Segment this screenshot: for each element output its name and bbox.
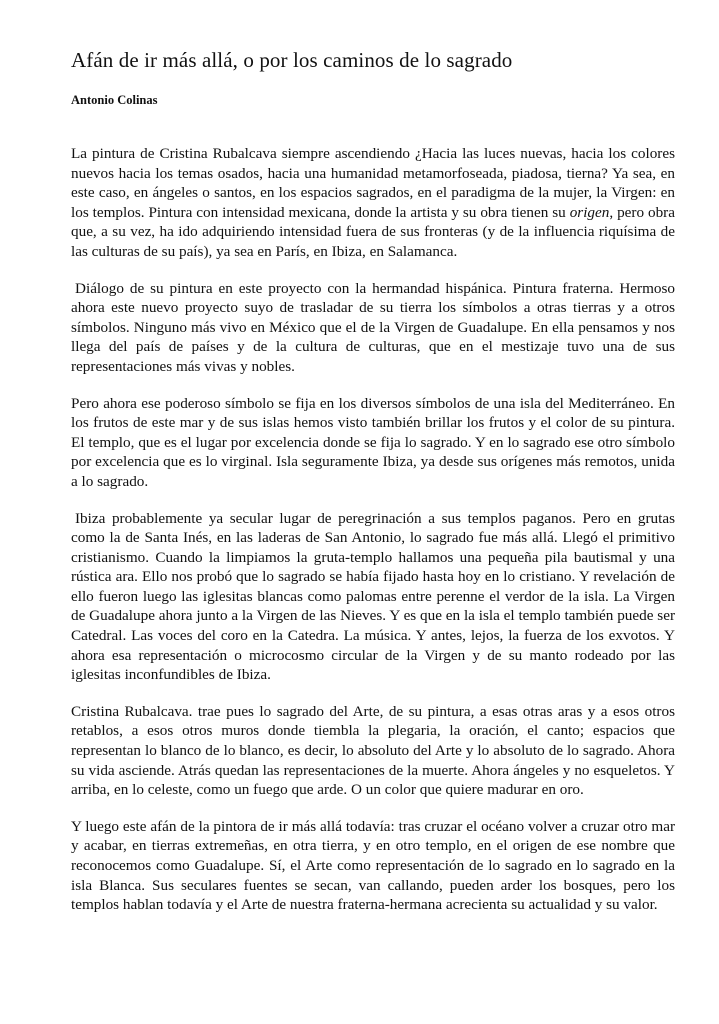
paragraph-1-emphasis: origen [569,203,610,221]
paragraph-4 [71,509,675,685]
paragraph-5 [71,702,675,800]
paragraph-2-text: Diálogo de su pintura en este proyecto con la hermandad hispánica. Pintura fraterna. Hermoso ahora este nuevo proyecto suyo de trasladar de su tierra los símbolos a otras tierras y a otros símbolos. Ninguno más vivo en México que el de la Virgen de Guadalupe. En ella pensamos y nos llega del país de países y de la cultura de culturas, que en el mestizaje tuvo una de sus representaciones más vivas y nobles. [71,279,675,375]
paragraph-6-text: Y luego este afán de la pintora de ir más allá todavía: tras cruzar el océano volver a cruzar otro mar y acabar, en tierras extremeñas, en otra tierra, y en otro templo, en el origen de ese nombre que reconocemos como Guadalupe. Sí, el Arte como representación de lo sagrado en lo sagrado en la isla Blanca. Sus seculares fuentes se secan, van callando, pueden arder los bosques, pero los templos hablan todavía y el Arte de nuestra fraterna-hermana acrecienta su actualidad y su valor. [71,817,675,914]
paragraph-3 [71,394,675,492]
paragraph-1 [71,144,675,262]
paragraph-3-text: Pero ahora ese poderoso símbolo se fija en los diversos símbolos de una isla del Mediterráneo. En los frutos de este mar y de sus islas hemos visto también brillar los frutos y el color de su pintura. El templo, que es el lugar por excelencia donde se fija lo sagrado. Y en lo sagrado ese otro símbolo por excelencia que es lo virginal. Isla seguramente Ibiza, ya desde sus orígenes más remotos, unida a lo sagrado. [71,394,675,490]
author-name: Antonio Colinas [71,93,158,107]
paragraph-5-text: Cristina Rubalcava. trae pues lo sagrado del Arte, de su pintura, a esas otras aras y a esos otros retablos, a esos otros muros donde tiembla la plegaria, la oración, el canto; espacios que representan lo blanco de lo blanco, es decir, lo absoluto del Arte y lo absoluto de lo sagrado. Ahora su vida asciende. Atrás quedan las representaciones de la muerte. Ahora ángeles y no esqueletos. Y arriba, en lo celeste, como un fuego que arde. O un color que quiere madurar en oro. [71,702,675,799]
document-title: Afán de ir más allá, o por los caminos de lo sagrado [71,48,513,72]
document-body [71,144,675,915]
paragraph-2 [71,279,675,377]
paragraph-1-text-start: La pintura de Cristina Rubalcava siempre ascendiendo ¿Hacia las luces nuevas, hacia los colores nuevos hacia los temas osados, hacia una humanidad metamorfoseada, piadosa, tierna? Ya sea, en este caso, en ángeles o santos, en los espacios sagrados, en el paradigma de la mujer, la Virgen: en los templos. Pintura con intensidad mexicana, donde la artista y su obra tienen su [71,145,675,221]
paragraph-1-text-end: , pero obra que, a su vez, ha ido adquiriendo intensidad fuera de sus fronteras (y de la influencia riquísima de las culturas de su país), ya sea en París, en Ibiza, en Salamanca. [71,203,675,260]
paragraph-4-text: Ibiza probablemente ya secular lugar de peregrinación a sus templos paganos. Pero en grutas como la de Santa Inés, en las laderas de San Antonio, lo sagrado fue más allá. Llegó el primitivo cristianismo. Cuando la limpiamos la gruta-templo hallamos una pequeña pila bautismal y una rústica ara. Ello nos probó que lo sagrado se había fijado hasta hoy en lo cristiano. Y revelación de ello fueron luego las iglesitas blancas como palomas entre perenne el verdor de la isla. La Virgen de Guadalupe ahora junto a la Virgen de las Nieves. Y es que en la isla el templo también puede ser Catedral. Las voces del coro en la Catedra. La música. Y antes, lejos, la fuerza de los exvotos. Y ahora esa representación o microcosmo circular de la Virgen y de su manto rodeado por las iglesitas inconfundibles de Ibiza. [71,509,675,684]
paragraph-6 [71,817,675,915]
